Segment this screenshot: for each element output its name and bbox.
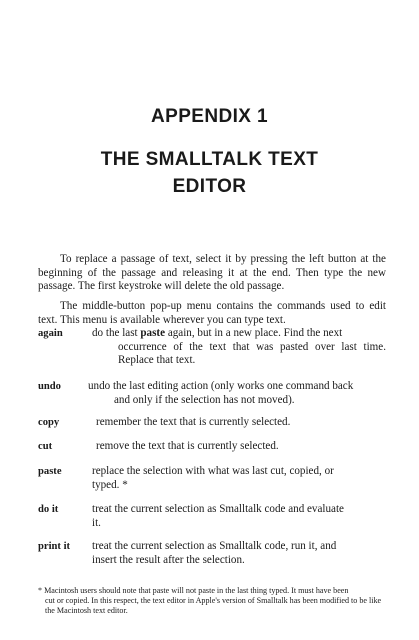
- command-term: print it: [38, 541, 71, 552]
- footnote: [38, 586, 386, 615]
- command-description-line: undo the last editing action (only works one command back: [88, 380, 354, 392]
- command-description: [88, 380, 386, 407]
- command-term: again: [38, 328, 63, 339]
- command-description-continuation: typed. *: [92, 478, 128, 491]
- command-description-line: remove the text that is currently selected.: [96, 440, 279, 452]
- command-description-continuation: insert the result after the selection.: [92, 553, 245, 566]
- command-description: [96, 440, 386, 454]
- menu-paragraph: The middle-button pop-up menu contains the commands used to edit text. This menu is available wherever you can type text.: [38, 300, 386, 326]
- command-description: [92, 465, 386, 492]
- appendix-title-line-1: THE SMALLTALK TEXT: [100, 149, 319, 170]
- command-term: cut: [38, 441, 53, 452]
- command-term: undo: [38, 381, 61, 392]
- command-description: [96, 416, 386, 430]
- appendix-title-line-2: EDITOR: [172, 176, 247, 197]
- command-term: do it: [38, 504, 59, 515]
- footnote-first-line: * Macintosh users should note that paste will not paste in the last thing typed. It must have been: [38, 586, 349, 595]
- command-description-line: do the last paste again, but in a new place. Find the next: [92, 327, 343, 339]
- command-description: [92, 540, 386, 567]
- intro-paragraph: To replace a passage of text, select it by pressing the left button at the beginning of the passage and releasing it at the end. Then type the new passage. The first keystroke will delete the old passage.: [38, 253, 386, 293]
- command-description-continuation: occurrence of the text that was pasted over last time. Replace that text.: [118, 340, 386, 367]
- command-description-line: replace the selection with what was last cut, copied, or: [92, 465, 334, 477]
- command-description-line: treat the current selection as Smalltalk code, run it, and: [92, 540, 337, 552]
- command-term: copy: [38, 417, 60, 428]
- appendix-number-heading: APPENDIX 1: [151, 106, 268, 127]
- command-description: [92, 327, 386, 368]
- command-term: paste: [38, 466, 62, 477]
- command-description-continuation: and only if the selection has not moved).: [114, 393, 295, 406]
- inline-command-term: paste: [140, 327, 166, 339]
- command-description-continuation: it.: [92, 516, 101, 529]
- command-description-line: treat the current selection as Smalltalk code and evaluate: [92, 503, 344, 515]
- command-description: [92, 503, 386, 530]
- footnote-continuation: cut or copied. In this respect, the text editor in Apple's version of Smalltalk has been modified to be like the Macintosh text editor.: [45, 595, 382, 615]
- command-description-line: remember the text that is currently selected.: [96, 416, 291, 428]
